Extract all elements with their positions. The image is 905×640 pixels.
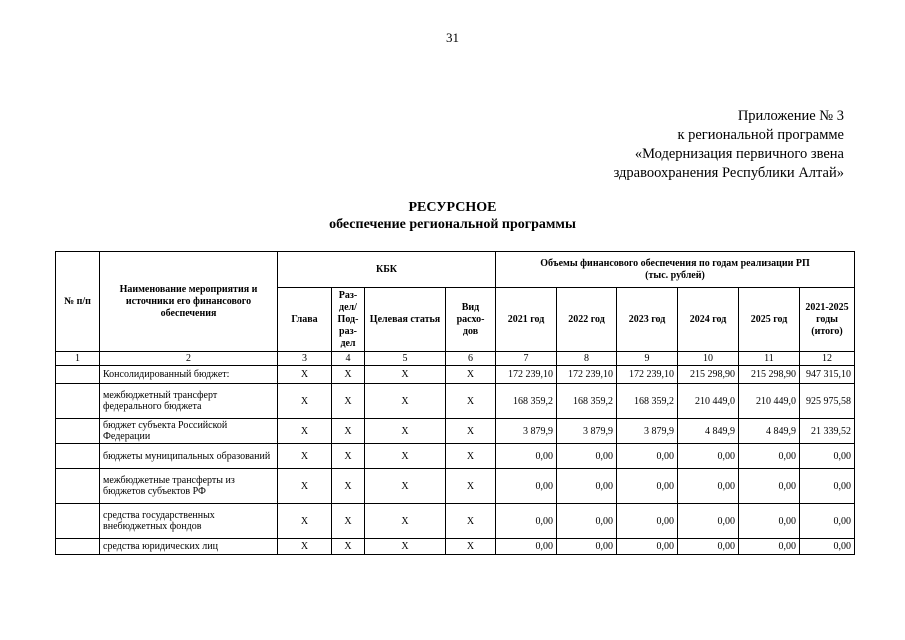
column-numbers-row bbox=[56, 352, 855, 366]
cell-2023: 168 359,2 bbox=[617, 384, 678, 419]
row-name: средства государственных внебюджетных фондов bbox=[100, 504, 278, 539]
cell-2025: 0,00 bbox=[739, 444, 800, 469]
table-row bbox=[56, 504, 855, 539]
row-name: бюджеты муниципальных образований bbox=[100, 444, 278, 469]
cell-2024: 0,00 bbox=[678, 539, 739, 555]
header-name: Наименование мероприятия и источники его финансового обеспечения bbox=[100, 252, 278, 352]
cell-2024: 4 849,9 bbox=[678, 419, 739, 444]
cell-glava: X bbox=[278, 539, 332, 555]
cell-2021: 168 359,2 bbox=[496, 384, 557, 419]
cell-2021: 0,00 bbox=[496, 444, 557, 469]
appendix-line: Приложение № 3 bbox=[737, 108, 844, 124]
column-number: 11 bbox=[739, 352, 800, 366]
cell-celevaya: X bbox=[365, 504, 446, 539]
cell-celevaya: X bbox=[365, 444, 446, 469]
cell-2022: 172 239,10 bbox=[557, 366, 617, 384]
column-number: 12 bbox=[800, 352, 855, 366]
table-row bbox=[56, 444, 855, 469]
column-number: 10 bbox=[678, 352, 739, 366]
cell-vid: X bbox=[446, 384, 496, 419]
header-razdel: Раз-дел/ Под-раз-дел bbox=[332, 288, 365, 352]
cell-2025: 0,00 bbox=[739, 539, 800, 555]
cell-vid: X bbox=[446, 444, 496, 469]
cell-glava: X bbox=[278, 419, 332, 444]
header-celevaya: Целевая статья bbox=[365, 288, 446, 352]
column-number: 1 bbox=[56, 352, 100, 366]
cell-vid: X bbox=[446, 504, 496, 539]
column-number: 4 bbox=[332, 352, 365, 366]
cell-razdel: X bbox=[332, 469, 365, 504]
cell-celevaya: X bbox=[365, 539, 446, 555]
cell-total: 925 975,58 bbox=[800, 384, 855, 419]
cell-2024: 0,00 bbox=[678, 504, 739, 539]
cell-vid: X bbox=[446, 469, 496, 504]
cell-celevaya: X bbox=[365, 366, 446, 384]
cell-total: 0,00 bbox=[800, 469, 855, 504]
cell-2021: 0,00 bbox=[496, 469, 557, 504]
cell-razdel: X bbox=[332, 419, 365, 444]
header-year-2022: 2022 год bbox=[557, 288, 617, 352]
cell-celevaya: X bbox=[365, 384, 446, 419]
cell-2024: 215 298,90 bbox=[678, 366, 739, 384]
cell-num bbox=[56, 366, 100, 384]
column-number: 6 bbox=[446, 352, 496, 366]
header-vid: Вид расхо-дов bbox=[446, 288, 496, 352]
cell-glava: X bbox=[278, 384, 332, 419]
cell-total: 947 315,10 bbox=[800, 366, 855, 384]
cell-2021: 172 239,10 bbox=[496, 366, 557, 384]
cell-2021: 0,00 bbox=[496, 504, 557, 539]
cell-2022: 0,00 bbox=[557, 444, 617, 469]
row-name: средства юридических лиц bbox=[100, 539, 278, 555]
cell-2022: 0,00 bbox=[557, 469, 617, 504]
cell-2021: 3 879,9 bbox=[496, 419, 557, 444]
header-kbk: КБК bbox=[278, 252, 496, 288]
cell-2025: 0,00 bbox=[739, 469, 800, 504]
cell-2025: 210 449,0 bbox=[739, 384, 800, 419]
appendix-line: здравоохранения Республики Алтай» bbox=[613, 165, 844, 181]
header-year-2021: 2021 год bbox=[496, 288, 557, 352]
cell-glava: X bbox=[278, 504, 332, 539]
cell-2022: 0,00 bbox=[557, 539, 617, 555]
header-total: 2021-2025 годы (итого) bbox=[800, 288, 855, 352]
cell-total: 0,00 bbox=[800, 444, 855, 469]
cell-2022: 0,00 bbox=[557, 504, 617, 539]
cell-celevaya: X bbox=[365, 469, 446, 504]
row-name: межбюджетные трансферты из бюджетов субъектов РФ bbox=[100, 469, 278, 504]
cell-razdel: X bbox=[332, 384, 365, 419]
column-number: 3 bbox=[278, 352, 332, 366]
title-line: РЕСУРСНОЕ bbox=[408, 200, 497, 215]
cell-razdel: X bbox=[332, 444, 365, 469]
column-number: 2 bbox=[100, 352, 278, 366]
table-row bbox=[56, 539, 855, 555]
cell-razdel: X bbox=[332, 366, 365, 384]
header-volumes bbox=[496, 252, 855, 288]
row-name: Консолидированный бюджет: bbox=[100, 366, 278, 384]
cell-2024: 210 449,0 bbox=[678, 384, 739, 419]
cell-num bbox=[56, 384, 100, 419]
cell-2025: 4 849,9 bbox=[739, 419, 800, 444]
table-row bbox=[56, 419, 855, 444]
cell-total: 0,00 bbox=[800, 539, 855, 555]
header-year-2023: 2023 год bbox=[617, 288, 678, 352]
row-name: межбюджетный трансферт федерального бюджета bbox=[100, 384, 278, 419]
cell-2023: 172 239,10 bbox=[617, 366, 678, 384]
header-volumes-title: Объемы финансового обеспечения по годам реализации РП bbox=[540, 257, 810, 269]
cell-2023: 0,00 bbox=[617, 469, 678, 504]
cell-2023: 0,00 bbox=[617, 444, 678, 469]
cell-total: 21 339,52 bbox=[800, 419, 855, 444]
column-number: 8 bbox=[557, 352, 617, 366]
appendix-line: к региональной программе bbox=[677, 127, 844, 143]
row-name: бюджет субъекта Российской Федерации bbox=[100, 419, 278, 444]
cell-2023: 0,00 bbox=[617, 539, 678, 555]
cell-2023: 3 879,9 bbox=[617, 419, 678, 444]
cell-total: 0,00 bbox=[800, 504, 855, 539]
header-volumes-unit: (тыс. рублей) bbox=[645, 269, 705, 281]
cell-num bbox=[56, 444, 100, 469]
column-number: 7 bbox=[496, 352, 557, 366]
cell-num bbox=[56, 469, 100, 504]
appendix-block bbox=[614, 107, 844, 183]
cell-vid: X bbox=[446, 419, 496, 444]
column-number: 9 bbox=[617, 352, 678, 366]
table-row bbox=[56, 384, 855, 419]
cell-glava: X bbox=[278, 444, 332, 469]
cell-glava: X bbox=[278, 366, 332, 384]
resources-table bbox=[55, 251, 855, 555]
cell-razdel: X bbox=[332, 539, 365, 555]
column-number: 5 bbox=[365, 352, 446, 366]
cell-2021: 0,00 bbox=[496, 539, 557, 555]
appendix-line: «Модернизация первичного звена bbox=[634, 146, 844, 162]
cell-vid: X bbox=[446, 539, 496, 555]
cell-2022: 3 879,9 bbox=[557, 419, 617, 444]
cell-num bbox=[56, 539, 100, 555]
title-line: обеспечение региональной программы bbox=[329, 217, 576, 232]
header-glava: Глава bbox=[278, 288, 332, 352]
cell-2024: 0,00 bbox=[678, 444, 739, 469]
header-year-2025: 2025 год bbox=[739, 288, 800, 352]
cell-2024: 0,00 bbox=[678, 469, 739, 504]
cell-2022: 168 359,2 bbox=[557, 384, 617, 419]
cell-razdel: X bbox=[332, 504, 365, 539]
cell-2023: 0,00 bbox=[617, 504, 678, 539]
table-row bbox=[56, 366, 855, 384]
header-num: № п/п bbox=[56, 252, 100, 352]
cell-num bbox=[56, 419, 100, 444]
cell-celevaya: X bbox=[365, 419, 446, 444]
cell-vid: X bbox=[446, 366, 496, 384]
document-title bbox=[0, 199, 905, 233]
cell-num bbox=[56, 504, 100, 539]
table-row bbox=[56, 469, 855, 504]
cell-glava: X bbox=[278, 469, 332, 504]
cell-2025: 215 298,90 bbox=[739, 366, 800, 384]
header-year-2024: 2024 год bbox=[678, 288, 739, 352]
cell-2025: 0,00 bbox=[739, 504, 800, 539]
page-number: 31 bbox=[446, 30, 459, 45]
